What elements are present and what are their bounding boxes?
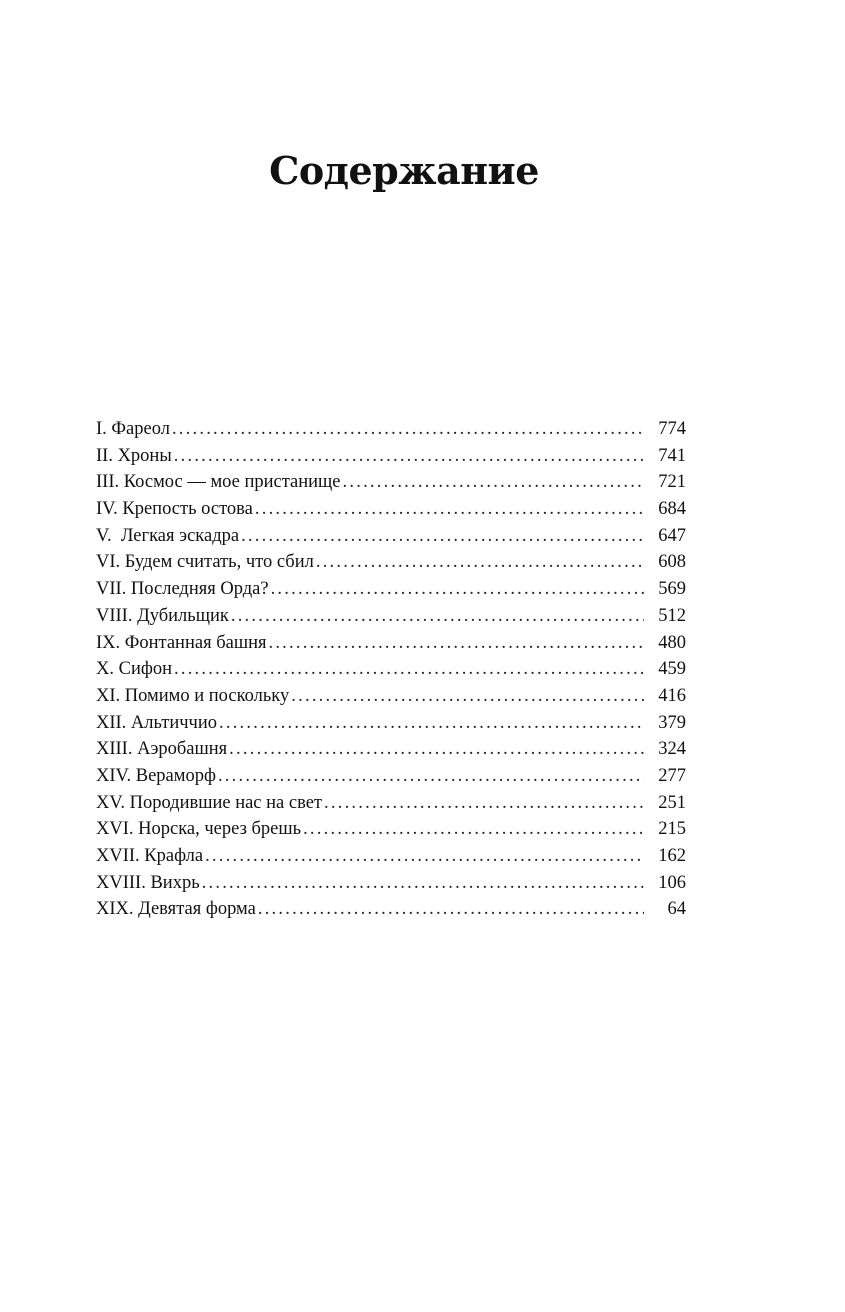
toc-entry [96,443,686,470]
toc-entry [96,469,686,496]
dot-leader [174,443,644,470]
toc-entry-page: 684 [658,499,686,520]
toc-entry [96,630,686,657]
toc-entry-title: I. Фареол [96,419,170,439]
toc-entry-title: XIV. Вераморф [96,765,216,786]
toc-entry-page: 416 [658,685,686,706]
dot-leader [174,656,644,683]
toc-entry-page: 277 [658,765,686,786]
toc-entry-title: VIII. Дубильщик [96,605,229,626]
dot-leader [205,843,644,870]
toc-entry-page: 106 [658,872,686,893]
dot-leader [291,683,644,710]
toc-entry-title: X. Сифон [96,659,172,680]
toc-entry [96,736,686,763]
toc-entry [96,896,686,923]
toc-entry-page: 569 [658,579,686,600]
toc-entry-title: IV. Крепость остова [96,499,253,520]
toc-entry-page: 647 [658,525,686,546]
toc-entry [96,843,686,870]
toc-entry [96,603,686,630]
dot-leader [324,790,644,817]
toc-entry [96,790,686,817]
toc-entry-title: XIII. Аэробашня [96,739,228,760]
toc-entry [96,416,686,443]
toc-entry [96,683,686,710]
dot-leader [219,710,644,737]
toc-entry-page: 64 [667,899,686,920]
toc-entry-title: XIX. Девятая форма [96,899,256,920]
dot-leader [316,549,644,576]
dot-leader [343,469,644,496]
dot-leader [218,763,644,790]
dot-leader [268,630,644,657]
toc-entry [96,549,686,576]
toc-entry-title: IX. Фонтанная башня [96,632,267,653]
toc-entry-title: VII. Последняя Орда? [96,579,269,600]
toc-entry [96,710,686,737]
toc-entry-title: XVII. Крафла [96,846,204,866]
toc-entry-title: XII. Альтиччио [96,712,217,733]
toc-entry [96,496,686,523]
toc-entry-page: 215 [658,819,686,840]
dot-leader [172,416,644,443]
toc-entry [96,763,686,790]
dot-leader [231,603,644,630]
toc-entry-page: 721 [658,472,686,493]
toc-entry-page: 512 [658,605,686,626]
toc-entry-title: II. Хроны [96,445,172,466]
dot-leader [241,523,644,550]
dot-leader [229,736,644,763]
dot-leader [303,816,644,843]
toc-entry-title: VI. Будем считать, что сбил [96,552,314,573]
toc-entry-page: 480 [658,632,686,653]
toc-entry-page: 324 [658,739,686,760]
dot-leader [258,896,644,923]
toc-entry [96,816,686,843]
toc-entry-page: 162 [658,846,686,866]
toc-entry-page: 251 [658,792,686,813]
toc-entry-title: V. Легкая эскадра [96,525,240,546]
dot-leader [202,870,644,897]
toc-entry-title: XVIII. Вихрь [96,872,200,893]
page-title: Содержание [269,148,539,193]
toc-entry-title: XV. Породившие нас на свет [96,792,323,813]
toc-entry [96,523,686,550]
toc-entry [96,576,686,603]
toc-entry-title: XVI. Норска, через брешь [96,819,302,840]
toc-entry-title: XI. Помимо и поскольку [96,685,290,706]
toc-entry-page: 459 [658,659,686,680]
table-of-contents [96,416,686,923]
toc-entry-page: 774 [658,419,686,439]
toc-entry-page: 608 [658,552,686,573]
dot-leader [255,496,644,523]
toc-entry [96,870,686,897]
toc-entry [96,656,686,683]
dot-leader [271,576,644,603]
toc-entry-title: III. Космос — мое пристанище [96,472,341,493]
toc-entry-page: 741 [658,445,686,466]
toc-entry-page: 379 [658,712,686,733]
